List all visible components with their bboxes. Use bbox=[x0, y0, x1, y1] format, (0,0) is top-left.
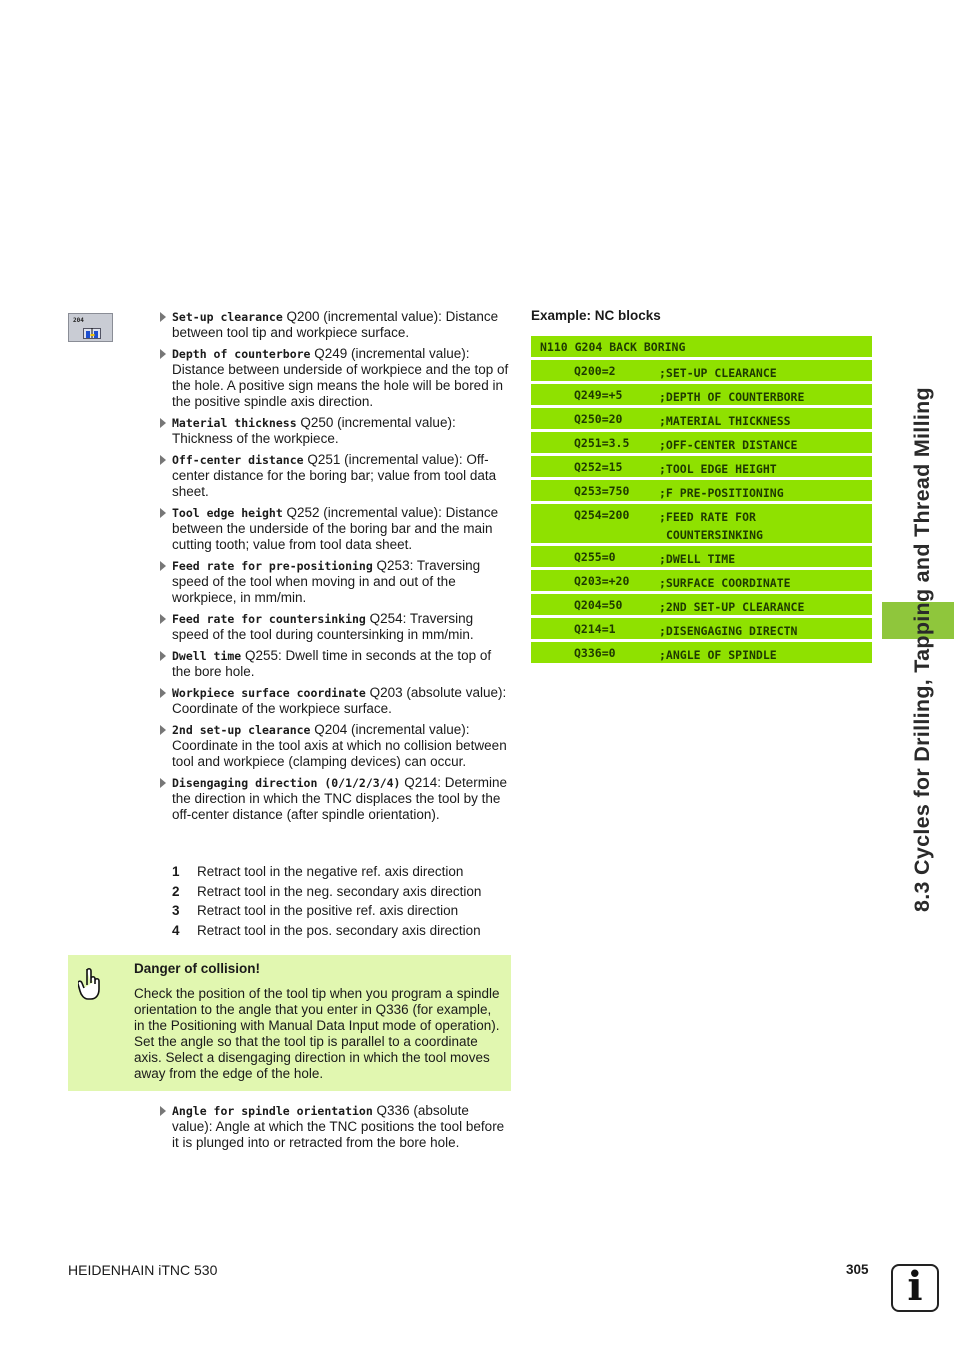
nc-parameter: Q253=750 bbox=[574, 484, 630, 498]
nc-comment: ;OFF-CENTER DISTANCE bbox=[659, 438, 798, 452]
nc-comment: ;ANGLE OF SPINDLE bbox=[659, 648, 777, 662]
nc-comment: ;FEED RATE FOR bbox=[659, 510, 756, 524]
nc-parameter: Q203=+20 bbox=[574, 574, 630, 588]
nc-comment: ;DWELL TIME bbox=[659, 552, 736, 566]
parameter-description: Q252 (incremental value): Distance between the underside of the boring bar and the main cutting tooth; value from tool data sheet. bbox=[172, 505, 499, 552]
nc-row bbox=[531, 360, 872, 381]
parameter-keyword: Set-up clearance bbox=[172, 310, 283, 324]
parameter-description: Q214: Determine the direction in which the TNC displaces the tool by the off-center distance (after spindle orientation). bbox=[172, 775, 508, 822]
parameter-item bbox=[158, 1103, 510, 1151]
parameter-item bbox=[158, 775, 510, 823]
softkey-number: 204 bbox=[73, 317, 84, 324]
nc-comment: ;SET-UP CLEARANCE bbox=[659, 366, 777, 380]
nc-row bbox=[531, 480, 872, 501]
parameter-description: Q200 (incremental value): Distance between tool tip and workpiece surface. bbox=[172, 309, 499, 340]
warning-title: Danger of collision! bbox=[134, 961, 261, 976]
nc-row bbox=[531, 570, 872, 591]
parameter-item bbox=[158, 558, 510, 606]
parameter-keyword: Tool edge height bbox=[172, 506, 283, 520]
parameter-item bbox=[158, 309, 510, 341]
parameter-keyword: Material thickness bbox=[172, 416, 297, 430]
step-text: Retract tool in the neg. secondary axis direction bbox=[197, 883, 482, 899]
bullet-triangle-icon bbox=[160, 1106, 166, 1116]
bullet-triangle-icon bbox=[160, 455, 166, 465]
parameter-description: Q336 (absolute value): Angle at which the TNC positions the tool before it is plunged into or retracted from the bore hole. bbox=[172, 1103, 505, 1150]
nc-comment: ;F PRE-POSITIONING bbox=[659, 486, 784, 500]
nc-row bbox=[531, 408, 872, 429]
bullet-triangle-icon bbox=[160, 349, 166, 359]
parameter-list-continued bbox=[158, 1103, 510, 1156]
nc-header: N110 G204 BACK BORING bbox=[540, 340, 686, 354]
bullet-triangle-icon bbox=[160, 688, 166, 698]
section-title: 8.3 Cycles for Drilling, Tapping and Thread Milling bbox=[910, 387, 934, 912]
step-number: 1 bbox=[172, 864, 180, 879]
bullet-triangle-icon bbox=[160, 614, 166, 624]
parameter-description: Q253: Traversing speed of the tool when moving in and out of the workpiece, in mm/min. bbox=[172, 558, 481, 605]
parameter-keyword: Feed rate for countersinking bbox=[172, 612, 366, 626]
nc-row bbox=[531, 504, 872, 543]
parameter-item bbox=[158, 505, 510, 553]
parameter-keyword: Feed rate for pre-positioning bbox=[172, 559, 373, 573]
nc-row bbox=[531, 642, 872, 663]
parameter-item bbox=[158, 346, 510, 410]
parameter-description: Q204 (incremental value): Coordinate in the tool axis at which no collision between tool and workpiece (clamping devices) can occur. bbox=[172, 722, 507, 769]
nc-row bbox=[531, 432, 872, 453]
nc-comment: ;2ND SET-UP CLEARANCE bbox=[659, 600, 805, 614]
bullet-triangle-icon bbox=[160, 508, 166, 518]
parameter-item bbox=[158, 415, 510, 447]
parameter-item bbox=[158, 611, 510, 643]
nc-comment: ;TOOL EDGE HEIGHT bbox=[659, 462, 777, 476]
list-item bbox=[172, 921, 512, 941]
step-text: Retract tool in the negative ref. axis direction bbox=[197, 864, 464, 879]
nc-comment: ;MATERIAL THICKNESS bbox=[659, 414, 791, 428]
disengage-direction-list bbox=[172, 862, 512, 940]
nc-example-title: Example: NC blocks bbox=[531, 308, 661, 323]
pointing-hand-icon bbox=[78, 967, 102, 1001]
parameter-keyword: Disengaging direction (0/1/2/3/4) bbox=[172, 776, 401, 790]
nc-row bbox=[531, 594, 872, 615]
parameter-description: Q203 (absolute value): Coordinate of the workpiece surface. bbox=[172, 685, 507, 716]
step-number: 4 bbox=[172, 922, 180, 938]
step-text: Retract tool in the positive ref. axis direction bbox=[197, 903, 459, 918]
parameter-description: Q255: Dwell time in seconds at the top of the bore hole. bbox=[172, 648, 492, 679]
parameter-keyword: Dwell time bbox=[172, 649, 242, 663]
bullet-triangle-icon bbox=[160, 561, 166, 571]
parameter-description: Q254: Traversing speed of the tool during countersinking in mm/min. bbox=[172, 611, 474, 642]
info-glyph: i bbox=[907, 1263, 923, 1310]
parameter-item bbox=[158, 722, 510, 770]
bullet-triangle-icon bbox=[160, 651, 166, 661]
bullet-triangle-icon bbox=[160, 312, 166, 322]
nc-block-listing bbox=[531, 336, 872, 666]
bullet-triangle-icon bbox=[160, 778, 166, 788]
parameter-item bbox=[158, 685, 510, 717]
parameter-item bbox=[158, 452, 510, 500]
nc-parameter: Q255=0 bbox=[574, 550, 616, 564]
collision-warning-box bbox=[68, 955, 511, 1091]
nc-parameter: Q200=2 bbox=[574, 364, 616, 378]
nc-parameter: Q251=3.5 bbox=[574, 436, 630, 450]
nc-row bbox=[531, 618, 872, 639]
warning-body: Check the position of the tool tip when you program a spindle orientation to the angle that you enter in Q336 (for example, in the Positioning with Manual Data Input mode of operation). Set the angle so that the tool tip is parallel to a coordinate axis. Select a disengaging direction in which the tool moves away from the edge of the hole. bbox=[134, 986, 500, 1081]
nc-row bbox=[531, 456, 872, 477]
parameter-keyword: Workpiece surface coordinate bbox=[172, 686, 366, 700]
nc-parameter: Q252=15 bbox=[574, 460, 623, 474]
nc-parameter: Q336=0 bbox=[574, 646, 616, 660]
parameter-keyword: Angle for spindle orientation bbox=[172, 1104, 373, 1118]
parameter-description: Q251 (incremental value): Off-center distance for the boring bar; value from tool data sheet. bbox=[172, 452, 497, 499]
list-item bbox=[172, 862, 512, 882]
nc-parameter: Q249=+5 bbox=[574, 388, 623, 402]
nc-parameter: Q254=200 bbox=[574, 508, 630, 522]
bullet-triangle-icon bbox=[160, 725, 166, 735]
nc-comment-continued: COUNTERSINKING bbox=[666, 528, 763, 542]
list-item bbox=[172, 901, 512, 921]
step-text: Retract tool in the pos. secondary axis direction bbox=[197, 922, 481, 938]
nc-row bbox=[531, 546, 872, 567]
parameter-list bbox=[158, 309, 510, 828]
step-number: 2 bbox=[172, 883, 180, 899]
bullet-triangle-icon bbox=[160, 418, 166, 428]
nc-parameter: Q204=50 bbox=[574, 598, 623, 612]
nc-comment: ;SURFACE COORDINATE bbox=[659, 576, 791, 590]
page-number: 305 bbox=[846, 1262, 869, 1277]
nc-parameter: Q250=20 bbox=[574, 412, 623, 426]
info-icon bbox=[891, 1264, 939, 1312]
parameter-item bbox=[158, 648, 510, 680]
parameter-keyword: Off-center distance bbox=[172, 453, 304, 467]
list-item bbox=[172, 882, 512, 902]
parameter-keyword: Depth of counterbore bbox=[172, 347, 311, 361]
parameter-description: Q249 (incremental value): Distance between underside of workpiece and the top of the hole. A positive sign means the hole will be bored in the positive spindle axis direction. bbox=[172, 346, 509, 409]
nc-parameter: Q214=1 bbox=[574, 622, 616, 636]
back-boring-icon bbox=[83, 328, 101, 339]
parameter-description: Q250 (incremental value): Thickness of the workpiece. bbox=[172, 415, 456, 446]
nc-comment: ;DISENGAGING DIRECTN bbox=[659, 624, 798, 638]
footer-product: HEIDENHAIN iTNC 530 bbox=[68, 1262, 218, 1278]
nc-row bbox=[531, 384, 872, 405]
parameter-keyword: 2nd set-up clearance bbox=[172, 723, 311, 737]
nc-comment: ;DEPTH OF COUNTERBORE bbox=[659, 390, 805, 404]
cycle-204-softkey bbox=[68, 313, 113, 342]
nc-header-row bbox=[531, 336, 872, 357]
step-number: 3 bbox=[172, 903, 180, 918]
